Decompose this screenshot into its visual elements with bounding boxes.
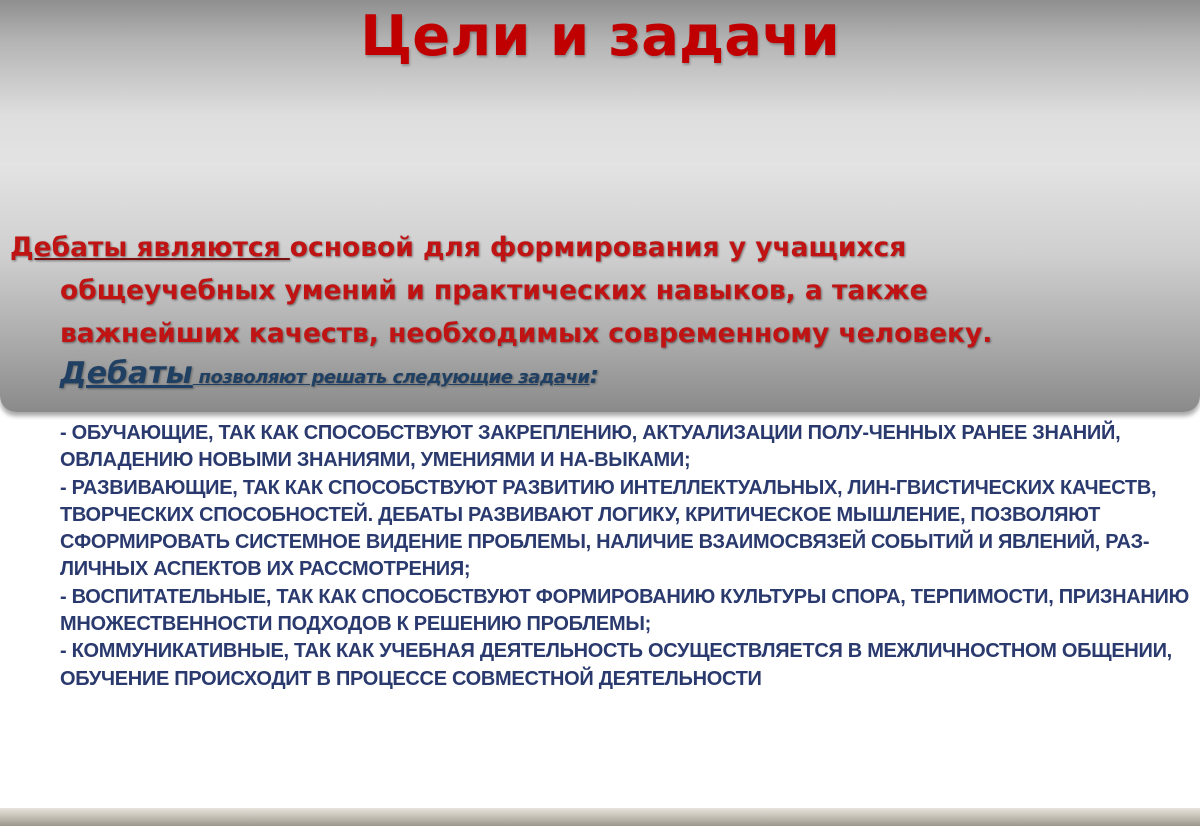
tasks-heading-word: Дебаты (60, 356, 193, 391)
task-item-developmental: - РАЗВИВАЮЩИЕ, ТАК КАК СПОСОБСТВУЮТ РАЗВИТИЮ ИНТЕЛЛЕКТУАЛЬНЫХ, ЛИН-ГВИСТИЧЕСКИХ КАЧЕСТВ, ТВОРЧЕСКИХ СПОСОБНОСТЕЙ. ДЕБАТЫ РАЗВИВАЮТ ЛОГИКУ, КРИТИЧЕСКОЕ МЫШЛЕНИЕ, ПОЗВОЛЯЮТ СФОРМИРОВАТЬ СИСТЕМНОЕ ВИДЕНИЕ ПРОБЛЕМЫ, НАЛИЧИЕ ВЗАИМОСВЯЗЕЙ СОБЫТИЙ И ЯВЛЕНИЙ, РАЗ-ЛИЧНЫХ АСПЕКТОВ ИХ РАССМОТРЕНИЯ; (60, 476, 1157, 581)
tasks-heading-colon: : (589, 361, 600, 389)
page-title: Цели и задачи (360, 4, 840, 69)
task-item-communicative: - КОММУНИКАТИВНЫЕ, ТАК КАК УЧЕБНАЯ ДЕЯТЕЛЬНОСТЬ ОСУЩЕСТВЛЯЕТСЯ В МЕЖЛИЧНОСТНОМ ОБЩЕНИИ, ОБУЧЕНИЕ ПРОИСХОДИТ В ПРОЦЕССЕ СОВМЕСТНОЙ ДЕЯТЕЛЬНОСТИ (60, 640, 1172, 690)
intro-line-2: общеучебных умений и практических навыков, а также (60, 275, 928, 306)
tasks-heading (60, 356, 599, 391)
intro-line-1: основой для формирования у учащихся (289, 232, 907, 263)
intro-paragraph (10, 226, 1190, 355)
task-item-educational: - ОБУЧАЮЩИЕ, ТАК КАК СПОСОБСТВУЮТ ЗАКРЕПЛЕНИЮ, АКТУАЛИЗАЦИИ ПОЛУ-ЧЕННЫХ РАНЕЕ ЗНАНИЙ, ОВЛАДЕНИЮ НОВЫМИ ЗНАНИЯМИ, УМЕНИЯМИ И НА-ВЫКАМИ; (60, 422, 1121, 472)
task-list (60, 420, 1190, 693)
bottom-strip (0, 808, 1200, 826)
slide-header-panel (0, 0, 1200, 412)
tasks-heading-rest: позволяют решать следующие задачи (192, 367, 590, 388)
intro-lead: Дебаты являются (10, 232, 290, 263)
task-item-upbringing: - ВОСПИТАТЕЛЬНЫЕ, ТАК КАК СПОСОБСТВУЮТ ФОРМИРОВАНИЮ КУЛЬТУРЫ СПОРА, ТЕРПИМОСТИ, ПРИЗНАНИЮ МНОЖЕСТВЕННОСТИ ПОДХОДОВ К РЕШЕНИЮ ПРОБЛЕМЫ; (60, 585, 1189, 636)
intro-line-3: важнейших качеств, необходимых современному человеку. (60, 318, 993, 349)
